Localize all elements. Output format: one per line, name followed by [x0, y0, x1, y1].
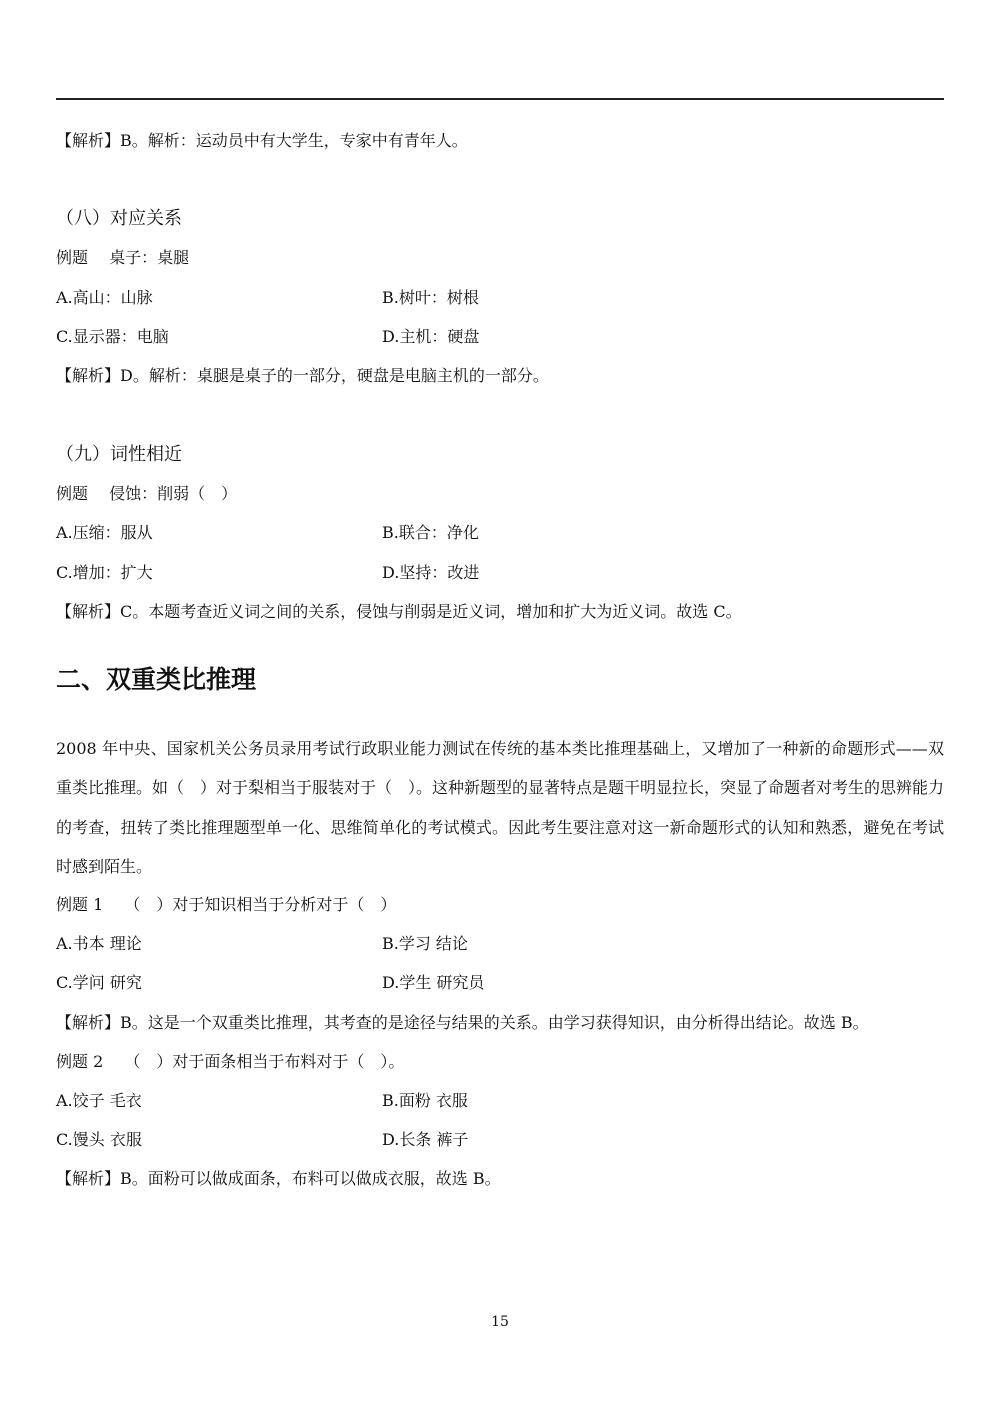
- header-rule: [56, 98, 944, 100]
- section9-option-d: D.坚持：改进: [382, 563, 480, 582]
- example2-option-c: C.馒头 衣服: [56, 1130, 142, 1149]
- example2-option-d: D.长条 裤子: [382, 1130, 469, 1149]
- example1-analysis: 【解析】B。这是一个双重类比推理，其考查的是途径与结果的关系。由学习获得知识，由分析得出结论。故选 B。: [56, 1013, 869, 1032]
- example2-option-b: B.面粉 衣服: [382, 1091, 468, 1110]
- example1-option-a: A.书本 理论: [56, 934, 142, 953]
- section8-option-d: D.主机：硬盘: [382, 327, 480, 346]
- example1-question: 例题 1 （ ）对于知识相当于分析对于（ ）: [56, 895, 397, 914]
- example1-option-c: C.学问 研究: [56, 973, 142, 992]
- example1-option-d: D.学生 研究员: [382, 973, 485, 992]
- part2-intro: 2008 年中央、国家机关公务员录用考试行政职业能力测试在传统的基本类比推理基础上，又增加了一种新的命题形式——双重类比推理。如（ ）对于梨相当于服装对于（ ）。这种新题型的显著特点是题干明显拉长，突显了命题者对考生的思辨能力的考查，扭转了类比推理题型单一化、思维简单化的考试模式。因此考生要注意对这一新命题形式的认知和熟悉，避免在考试时感到陌生。: [56, 739, 945, 876]
- section8-analysis: 【解析】D。解析：桌腿是桌子的一部分，硬盘是电脑主机的一部分。: [56, 366, 549, 385]
- section9-option-c: C.增加：扩大: [56, 563, 153, 582]
- section9-analysis: 【解析】C。本题考查近义词之间的关系，侵蚀与削弱是近义词，增加和扩大为近义词。故选 C。: [56, 602, 742, 621]
- section8-option-a: A.高山：山脉: [56, 288, 153, 307]
- section9-option-b: B.联合：净化: [382, 523, 479, 542]
- page-number: 15: [491, 1314, 509, 1330]
- example1-option-b: B.学习 结论: [382, 934, 468, 953]
- example2-analysis: 【解析】B。面粉可以做成面条，布料可以做成衣服，故选 B。: [56, 1169, 501, 1188]
- section9-heading: （九）词性相近: [56, 444, 182, 465]
- section9-option-a: A.压缩：服从: [56, 523, 153, 542]
- section8-option-c: C.显示器：电脑: [56, 327, 169, 346]
- section8-example: 例题 桌子：桌腿: [56, 248, 190, 267]
- section8-heading: （八）对应关系: [56, 208, 182, 229]
- part2-title: 二、双重类比推理: [56, 665, 257, 694]
- example2-question: 例题 2 （ ）对于面条相当于布料对于（ ）。: [56, 1052, 405, 1071]
- section9-example: 例题 侵蚀：削弱（ ）: [56, 484, 238, 503]
- analysis-top: 【解析】B。解析：运动员中有大学生，专家中有青年人。: [56, 131, 468, 150]
- section8-option-b: B.树叶：树根: [382, 288, 479, 307]
- example2-option-a: A.饺子 毛衣: [56, 1091, 142, 1110]
